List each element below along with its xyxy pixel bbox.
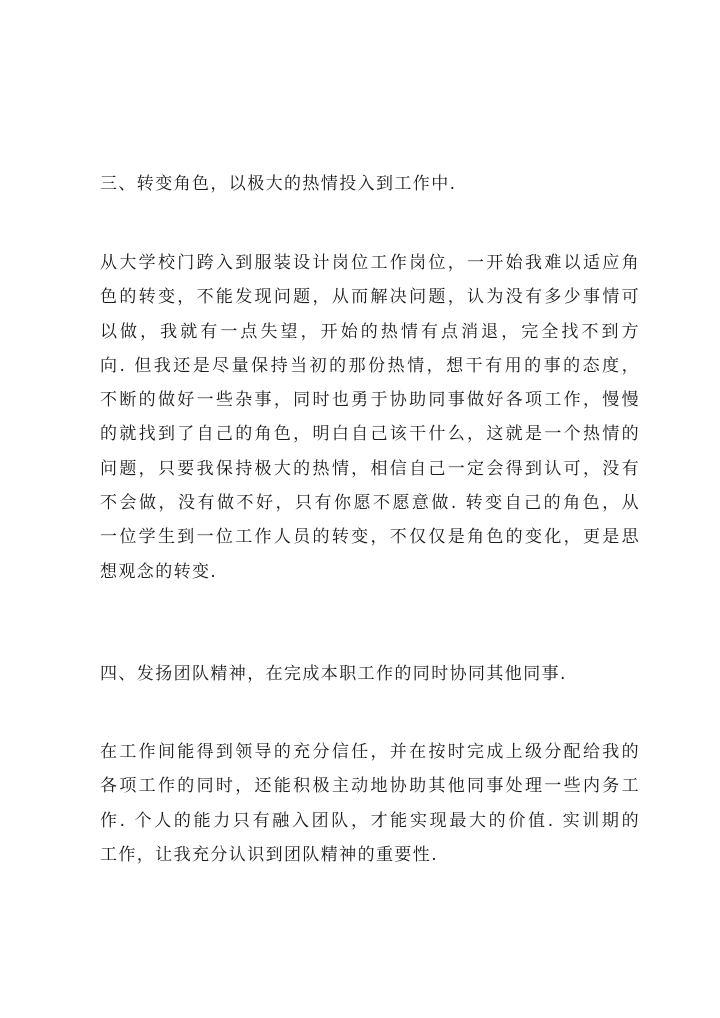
- paragraph-line: 各项工作的同时，还能积极主动地协助其他同事处理一些内务工: [100, 776, 640, 797]
- paragraph-line: 以做，我就有一点失望，开始的热情有点消退，完全找不到方: [100, 321, 640, 342]
- section-heading-3: 三、转变角色，以极大的热情投入到工作中.: [100, 174, 457, 194]
- section-paragraph-3: [100, 246, 640, 589]
- paragraph-line: 作. 个人的能力只有融入团队，才能实现最大的价值. 实训期的: [100, 810, 640, 831]
- paragraph-line: 工作，让我充分认识到团队精神的重要性.: [100, 844, 439, 865]
- paragraph-line: 的就找到了自己的角色，明白自己该干什么，这就是一个热情的: [100, 424, 640, 445]
- paragraph-line: 一位学生到一位工作人员的转变，不仅仅是角色的变化，更是思: [100, 527, 640, 548]
- paragraph-line: 不会做，没有做不好，只有你愿不愿意做. 转变自己的角色，从: [100, 493, 640, 514]
- section-heading-4: 四、发扬团队精神，在完成本职工作的同时协同其他同事.: [100, 664, 567, 684]
- section-paragraph-4: [100, 735, 640, 872]
- paragraph-line: 从大学校门跨入到服装设计岗位工作岗位，一开始我难以适应角: [100, 253, 640, 273]
- paragraph-line: 想观念的转变.: [100, 561, 218, 582]
- paragraph-line: 问题，只要我保持极大的热情，相信自己一定会得到认可，没有: [100, 458, 640, 479]
- paragraph-line: 在工作间能得到领导的充分信任，并在按时完成上级分配给我的: [100, 742, 640, 762]
- paragraph-line: 向. 但我还是尽量保持当初的那份热情，想干有用的事的态度，: [100, 355, 640, 376]
- paragraph-line: 色的转变，不能发现问题，从而解决问题，认为没有多少事情可: [100, 287, 640, 308]
- paragraph-line: 不断的做好一些杂事，同时也勇于协助同事做好各项工作，慢慢: [100, 390, 640, 411]
